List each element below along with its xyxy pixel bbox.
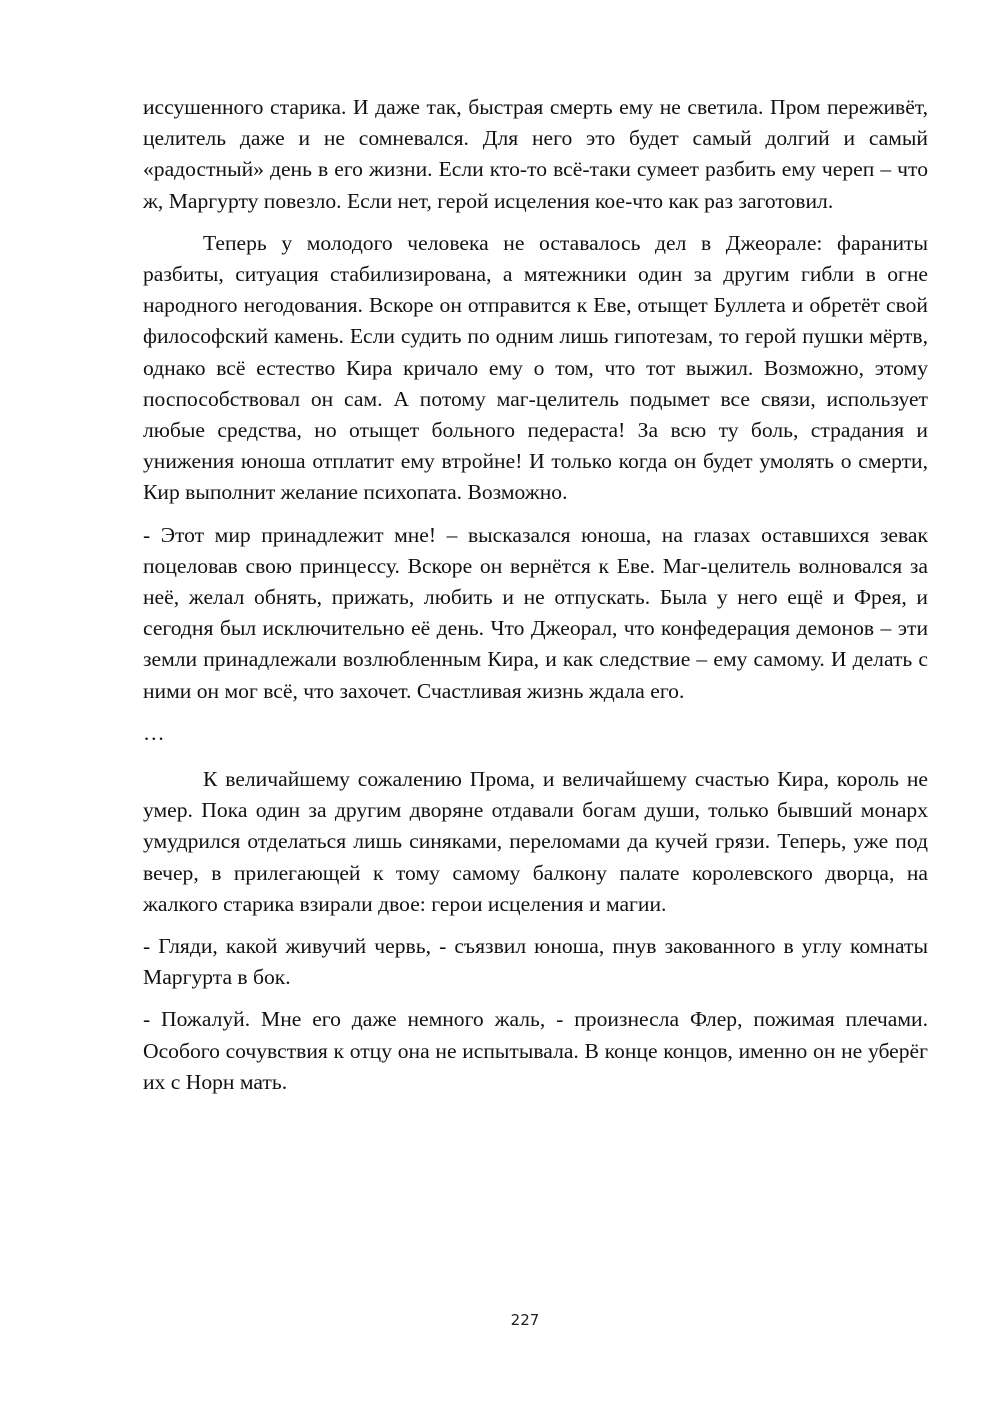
scene-break-ellipsis: …: [143, 720, 165, 745]
document-page-body: [143, 92, 928, 1109]
dialogue-paragraph: - Гляди, какой живучий червь, - съязвил юноша, пнув закованного в углу комнаты Маргурта в бок.: [143, 934, 928, 990]
dialogue-paragraph: - Пожалуй. Мне его даже немного жаль, - произнесла Флер, пожимая плечами. Особого сочувствия к отцу она не испытывала. В конце концов, именно он не уберёг их с Норн мать.: [143, 1007, 928, 1094]
paragraph: Теперь у молодого человека не оставалось дел в Джеорале: фараниты разбиты, ситуация стабилизирована, а мятежники один за другим гибли в огне народного негодования. Вскоре он отправится к Еве, отыщет Буллета и обретёт свой философский камень. Если судить по одним лишь гипотезам, то герой пушки мёртв, однако всё естество Кира кричало ему о том, что тот выжил. Возможно, этому поспособствовал он сам. А потому маг-целитель подымет все связи, использует любые средства, но отыщет больного педераста! За всю ту боль, страдания и унижения юноша отплатит ему втройне! И только когда он будет умолять о смерти, Кир выполнит желание психопата. Возможно.: [143, 230, 928, 505]
paragraph: иссушенного старика. И даже так, быстрая смерть ему не светила. Пром переживёт, целитель даже и не сомневался. Для него это будет самый долгий и самый «радостный» день в его жизни. Если кто-то всё-таки сумеет разбить ему череп – что ж, Маргурту повезло. Если нет, герой исцеления кое-что как раз заготовил.: [143, 95, 928, 213]
page-number: 227: [510, 1311, 540, 1329]
paragraph: К величайшему сожалению Прома, и величайшему счастью Кира, король не умер. Пока один за другим дворяне отдавали богам души, только бывший монарх умудрился отделаться лишь синяками, переломами да кучей грязи. Теперь, уже под вечер, в прилегающей к тому самому балкону палате королевского дворца, на жалкого старика взирали двое: герои исцеления и магии.: [143, 767, 928, 916]
dialogue-paragraph: - Этот мир принадлежит мне! – высказался юноша, на глазах оставшихся зевак поцеловав свою принцессу. Вскоре он вернётся к Еве. Маг-целитель волновался за неё, желал обнять, прижать, любить и не отпускать. Была у него ещё и Фрея, и сегодня был исключительно её день. Что Джеорал, что конфедерация демонов – эти земли принадлежали возлюбленным Кира, и как следствие – ему самому. И делать с ними он мог всё, что захочет. Счастливая жизнь ждала его.: [143, 522, 928, 703]
